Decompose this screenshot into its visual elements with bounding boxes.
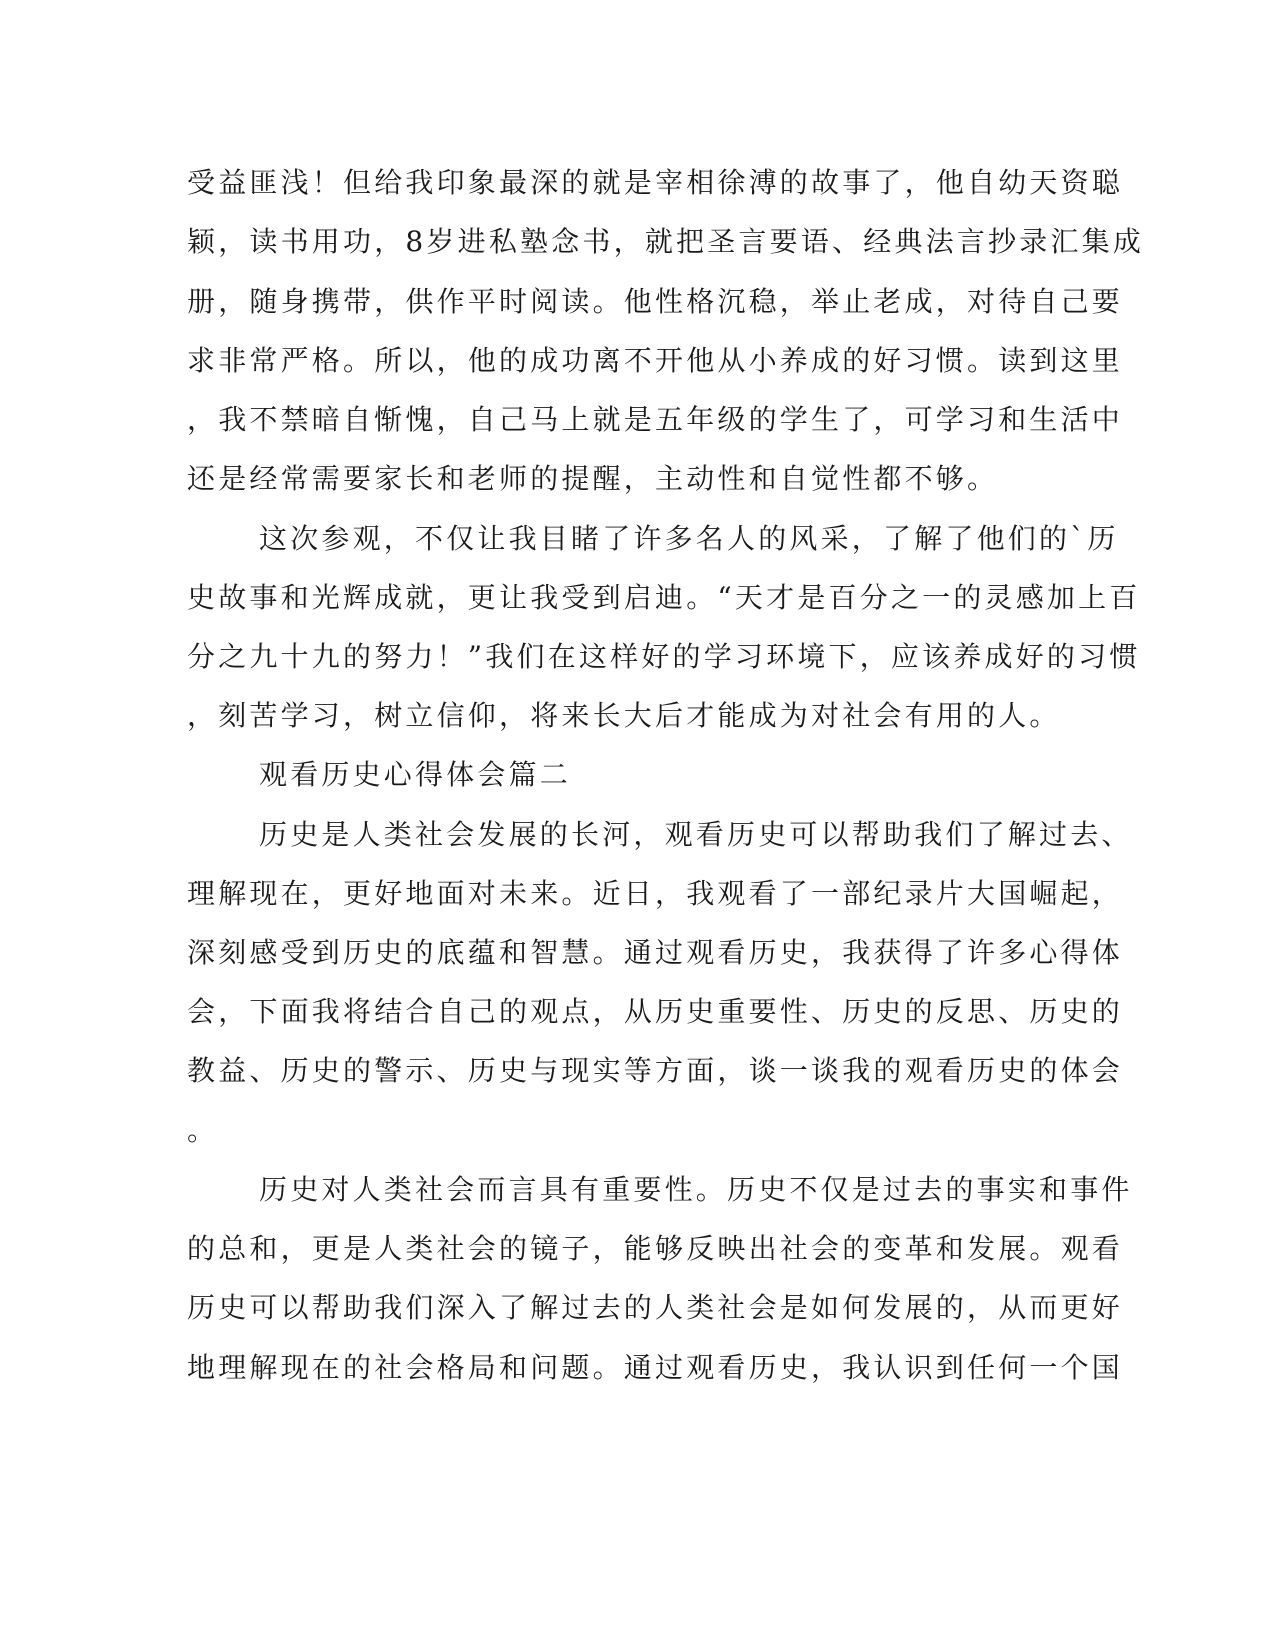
- section-heading: 观看历史心得体会篇二: [259, 758, 572, 791]
- text-line: 求非常严格。所以，他的成功离不开他从小养成的好习惯。读到这里: [187, 344, 1124, 377]
- text-line: 分之九十九的努力！”我们在这样好的学习环境下，应该养成好的习惯: [187, 640, 1141, 673]
- text-line: ，我不禁暗自惭愧，自己马上就是五年级的学生了，可学习和生活中: [187, 403, 1124, 436]
- text-line: 这次参观，不仅让我目睹了许多名人的风采，了解了他们的`历: [259, 522, 1119, 555]
- text-line: 历史可以帮助我们深入了解过去的人类社会是如何发展的，从而更好: [187, 1291, 1124, 1324]
- text-line: 的总和，更是人类社会的镜子，能够反映出社会的变革和发展。观看: [187, 1232, 1124, 1265]
- text-line: 历史对人类社会而言具有重要性。历史不仅是过去的事实和事件: [259, 1173, 1133, 1206]
- text-line: 会，下面我将结合自己的观点，从历史重要性、历史的反思、历史的: [187, 995, 1124, 1028]
- text-line: 册，随身携带，供作平时阅读。他性格沉稳，举止老成，对待自己要: [187, 285, 1124, 318]
- text-line: 理解现在，更好地面对未来。近日，我观看了一部纪录片大国崛起，: [187, 877, 1124, 910]
- text-line: 教益、历史的警示、历史与现实等方面，谈一谈我的观看历史的体会: [187, 1054, 1124, 1087]
- text-line: 史故事和光辉成就，更让我受到启迪。“天才是百分之一的灵感加上百: [187, 581, 1141, 614]
- text-line: 历史是人类社会发展的长河，观看历史可以帮助我们了解过去、: [259, 818, 1133, 851]
- text-line: 。: [187, 1114, 219, 1147]
- text-line: 深刻感受到历史的底蕴和智慧。通过观看历史，我获得了许多心得体: [187, 936, 1124, 969]
- text-line: ，刻苦学习，树立信仰，将来长大后才能成为对社会有用的人。: [187, 699, 1061, 732]
- text-line: 还是经常需要家长和老师的提醒，主动性和自觉性都不够。: [187, 462, 999, 495]
- text-line: 颖，读书用功，8岁进私塾念书，就把圣言要语、经典法言抄录汇集成: [187, 225, 1145, 258]
- text-line: 地理解现在的社会格局和问题。通过观看历史，我认识到任何一个国: [187, 1351, 1124, 1384]
- text-line: 受益匪浅！但给我印象最深的就是宰相徐溥的故事了，他自幼天资聪: [187, 166, 1124, 199]
